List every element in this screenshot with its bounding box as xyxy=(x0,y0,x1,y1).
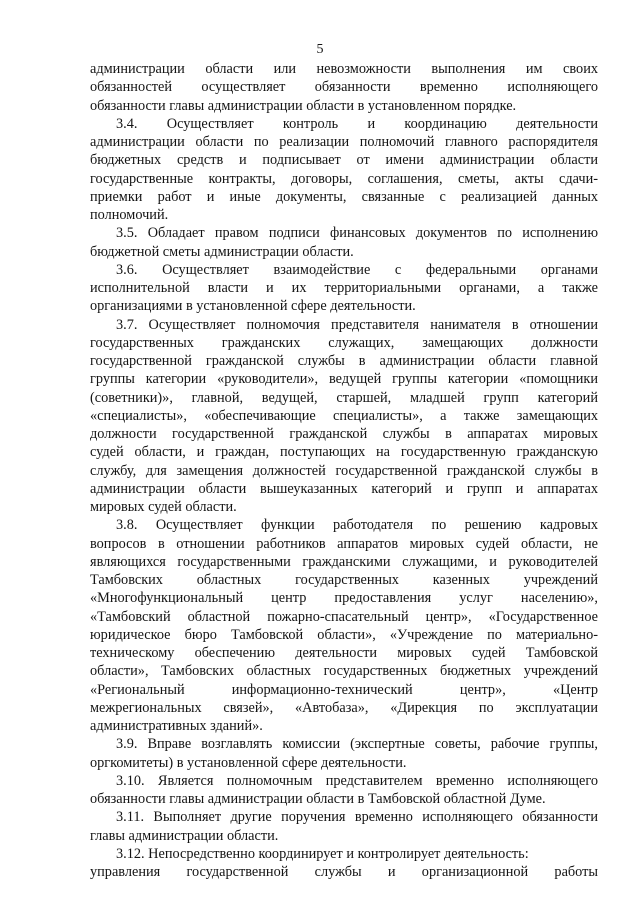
text-line: «специалисты», «обеспечивающие специалисты», а также замещающих xyxy=(90,407,598,424)
paragraph-3-6 xyxy=(90,261,598,316)
text-line: группы категории «руководители», ведущей группы категории «помощники xyxy=(90,371,598,388)
text-line: 3.12. Непосредственно координирует и контролирует деятельность: xyxy=(116,845,529,862)
paragraph-3-10 xyxy=(90,772,598,809)
text-line: юридическое бюро Тамбовской области», «Учреждение по материально- xyxy=(90,626,598,643)
text-line: 3.8. Осуществляет функции работодателя по решению кадровых xyxy=(116,517,598,534)
text-line: 3.11. Выполняет другие поручения временно исполняющего обязанности xyxy=(116,809,598,826)
text-line: управления государственной службы и организационной работы xyxy=(90,864,598,880)
body-text xyxy=(90,60,598,881)
text-line: 3.5. Обладает правом подписи финансовых документов по исполнению xyxy=(116,225,598,242)
text-line: обязанности главы администрации области в установленном порядке. xyxy=(90,97,517,114)
text-line: 3.9. Вправе возглавлять комиссии (экспертные советы, рабочие группы, xyxy=(116,736,598,753)
text-line: исполнительной власти и их территориальными органами, а также xyxy=(90,280,598,296)
paragraph-3-9 xyxy=(90,735,598,772)
text-line: Тамбовских областных государственных казенных учреждений xyxy=(90,572,598,588)
text-line: обязанностей осуществляет обязанности временно исполняющего xyxy=(90,79,598,96)
text-line: оргкомитеты) в установленной сфере деятельности. xyxy=(90,754,407,771)
text-line: государственные контракты, договоры, соглашения, сметы, акты сдачи- xyxy=(90,170,598,187)
paragraph-3-12 xyxy=(90,845,598,882)
intro-paragraph xyxy=(90,60,598,115)
text-line: администрации области или невозможности выполнения им своих xyxy=(90,61,598,77)
text-line: приемки работ и иные документы, связанные с реализацией данных xyxy=(90,188,598,205)
text-line: администрации области вышеуказанных категорий и групп и аппаратах xyxy=(90,480,598,497)
paragraph-3-7 xyxy=(90,316,598,517)
text-line: главы администрации области. xyxy=(90,827,279,844)
text-line: административных зданий». xyxy=(90,718,263,734)
text-line: техническому обеспечению деятельности мировых судей Тамбовской xyxy=(90,645,598,661)
text-line: области», Тамбовских областных государственных бюджетных учреждений xyxy=(90,663,598,680)
text-line: организациями в установленной сфере деятельности. xyxy=(90,298,416,315)
page-number: 5 xyxy=(316,42,324,57)
paragraph-3-8 xyxy=(90,516,598,735)
text-line: мировых судей области. xyxy=(90,499,237,515)
text-line: 3.4. Осуществляет контроль и координацию деятельности xyxy=(116,115,598,132)
text-line: бюджетной сметы администрации области. xyxy=(90,243,354,260)
text-line: государственной гражданской службы в администрации области главной xyxy=(90,353,598,369)
text-line: 3.7. Осуществляет полномочия представителя нанимателя в отношении xyxy=(116,316,598,333)
text-line: обязанности главы администрации области в Тамбовской областной Думе. xyxy=(90,791,546,807)
text-line: 3.6. Осуществляет взаимодействие с федеральными органами xyxy=(116,261,598,278)
paragraph-3-11 xyxy=(90,808,598,845)
text-line: 3.10. Является полномочным представителем временно исполняющего xyxy=(116,772,598,789)
text-line: должности государственной гражданской службы в аппаратах мировых xyxy=(90,426,598,442)
paragraph-3-5 xyxy=(90,224,598,261)
text-line: (советники)», главной, ведущей, старшей, младшей групп категорий xyxy=(90,389,598,406)
text-line: бюджетных средств и подписывает от имени администрации области xyxy=(90,152,598,169)
text-line: полномочий. xyxy=(90,207,169,223)
text-line: «Многофункциональный центр предоставления услуг населению», xyxy=(90,590,598,607)
text-line: «Региональный информационно-технический центр», «Центр xyxy=(90,681,598,698)
text-line: вопросов в отношении работников аппаратов мировых судей области, не xyxy=(90,535,598,552)
text-line: государственных гражданских служащих, замещающих должности xyxy=(90,334,598,351)
text-line: службу, для замещения должностей государственной гражданской службы в xyxy=(90,462,598,479)
text-line: администрации области по реализации полномочий главного распорядителя xyxy=(90,134,598,150)
text-line: являющихся государственными гражданскими служащими, и руководителей xyxy=(90,553,598,570)
text-line: «Тамбовский областной пожарно-спасательный центр», «Государственное xyxy=(90,608,598,625)
text-line: судей области, и граждан, поступающих на государственную гражданскую xyxy=(90,444,598,461)
paragraph-3-4 xyxy=(90,115,598,225)
text-line: межрегиональных связей», «Автобаза», «Дирекция по эксплуатации xyxy=(90,699,598,716)
